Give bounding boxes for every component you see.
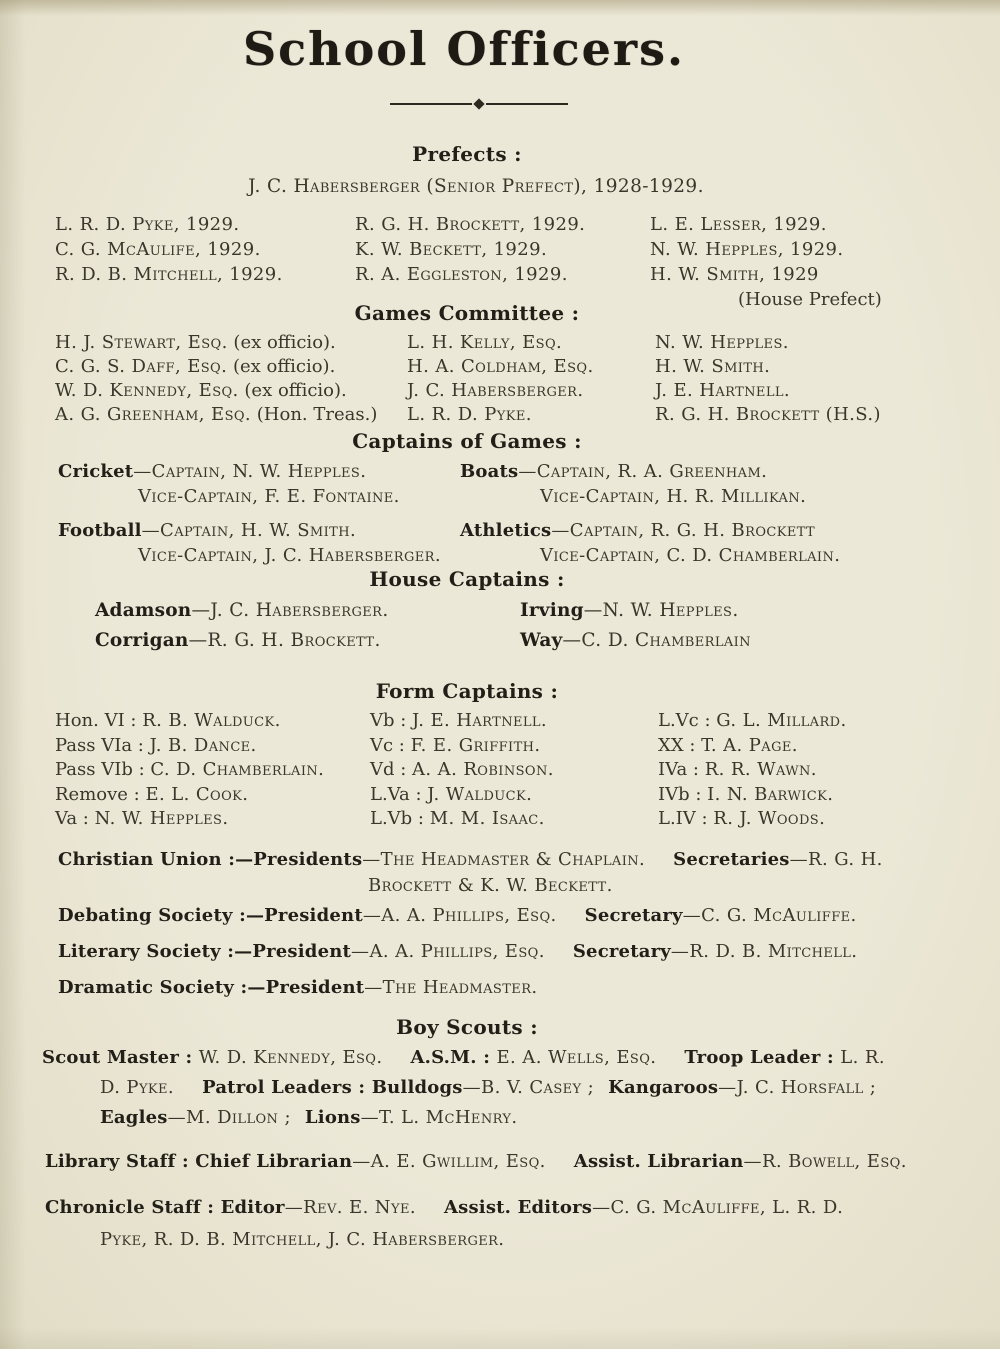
form-label: L.Va : xyxy=(370,783,428,805)
christian-union-line-2: Brockett & K. W. Beckett. xyxy=(368,875,613,896)
form-captains-column-3 xyxy=(658,709,958,832)
form-label: L.Vc : xyxy=(658,710,717,731)
christian-union-paragraph xyxy=(0,847,1000,899)
prefect-name: K. W. Beckett, 1929. xyxy=(355,239,548,260)
form-label: IVa : xyxy=(658,759,705,781)
member-note: (ex officio). xyxy=(227,332,336,353)
form-label: Vb : xyxy=(370,710,413,731)
member-name: C. G. S. Daff, Esq. xyxy=(55,356,228,377)
prefects-column-1 xyxy=(55,212,355,312)
patrol-label: Kangaroos xyxy=(608,1077,719,1098)
title-divider xyxy=(390,100,568,108)
captain-entry-boats xyxy=(460,459,940,509)
captain-entry-cricket xyxy=(58,459,460,509)
games-committee-column-3 xyxy=(655,331,955,427)
boy-scouts-line-1 xyxy=(0,1047,1000,1068)
chief-librarian-name: —A. E. Gwillim, Esq. xyxy=(352,1151,546,1172)
house-captain-name: —C. D. Chamberlain xyxy=(562,630,751,651)
patrol-leader-name: —J. C. Horsfall ; xyxy=(718,1077,877,1098)
form-label: Hon. VI : xyxy=(55,710,143,731)
troop-leader-label: Troop Leader : xyxy=(684,1047,841,1068)
form-label: Vc : xyxy=(370,734,411,756)
member-note: (Hon. Treas.) xyxy=(251,404,378,425)
boy-scouts-paragraph xyxy=(0,1047,1000,1128)
house-captain-entry xyxy=(95,626,520,656)
form-captains-column-1 xyxy=(55,709,370,832)
editor-name: —Rev. E. Nye. xyxy=(284,1197,416,1218)
form-captain-name: R. J. Woods. xyxy=(713,808,826,830)
form-captain-entry xyxy=(658,758,958,783)
member-name: H. J. Stewart, Esq. xyxy=(55,332,228,353)
sport-label: Football xyxy=(58,520,142,541)
games-committee-heading: Games Committee : xyxy=(354,301,580,325)
form-captain-entry xyxy=(658,807,958,832)
house-prefect-note: (House Prefect) xyxy=(738,289,882,310)
committee-member: N. W. Hepples. xyxy=(655,332,789,353)
scout-master-label: Scout Master : xyxy=(42,1047,199,1068)
troop-leader-name: L. R. xyxy=(840,1047,885,1068)
officer-names: —C. G. McAuliffe. xyxy=(682,905,857,926)
debating-society-paragraph xyxy=(0,903,1000,929)
form-label: Va : xyxy=(55,808,95,830)
prefects-heading: Prefects : xyxy=(412,142,522,166)
christian-union-line-1 xyxy=(58,847,1000,873)
house-captain-name: —R. G. H. Brockett. xyxy=(188,630,381,651)
senior-prefect-line: J. C. Habersberger (Senior Prefect), 1928-1929. xyxy=(248,176,704,197)
form-captain-entry xyxy=(55,758,370,783)
vice-captain-name: Vice-Captain, C. D. Chamberlain. xyxy=(540,545,841,566)
committee-member: J. E. Hartnell. xyxy=(655,380,791,401)
captain-name: —Captain, R. A. Greenham. xyxy=(518,461,768,482)
role-label: Secretaries xyxy=(673,849,790,870)
captain-name: —Captain, H. W. Smith. xyxy=(141,520,357,541)
vice-captain-name: Vice-Captain, H. R. Millikan. xyxy=(540,486,807,507)
boy-scouts-line-3 xyxy=(0,1107,1000,1128)
patrol-label: Lions xyxy=(304,1107,361,1128)
house-label: Irving xyxy=(520,600,584,621)
form-captain-name: J. B. Dance. xyxy=(149,734,257,756)
officer-names: —R. D. B. Mitchell. xyxy=(670,941,858,962)
captain-name: —Captain, N. W. Hepples. xyxy=(133,461,367,482)
house-label: Adamson xyxy=(95,600,192,621)
committee-member: H. W. Smith. xyxy=(655,356,771,377)
chronicle-staff-paragraph xyxy=(0,1195,1000,1253)
house-captain-name: —J. C. Habersberger. xyxy=(191,600,389,621)
committee-member xyxy=(55,331,407,355)
form-captain-name: R. R. Wawn. xyxy=(704,759,817,781)
form-captain-entry xyxy=(55,709,370,734)
role-label: President xyxy=(265,977,365,998)
page-title: School Officers. xyxy=(242,22,686,76)
officer-names: —R. G. H. xyxy=(789,849,883,870)
committee-member xyxy=(55,355,407,379)
role-label: Secretary xyxy=(572,941,671,962)
house-captains-column-right xyxy=(520,596,920,656)
role-label: Presidents xyxy=(253,849,363,870)
prefect-name: L. E. Lesser, 1929. xyxy=(650,214,827,235)
games-committee-list xyxy=(0,331,1000,427)
patrol-leader-name: —M. Dillon ; xyxy=(167,1107,291,1128)
committee-member: J. C. Habersberger. xyxy=(407,380,584,401)
editor-label: Editor xyxy=(220,1197,285,1218)
form-label: L.IV : xyxy=(658,808,714,830)
form-captain-name: R. B. Walduck. xyxy=(142,710,281,731)
form-captain-entry xyxy=(658,783,958,808)
form-label: Remove : xyxy=(55,783,146,805)
form-captain-entry xyxy=(370,734,658,759)
prefect-name: L. R. D. Pyke, 1929. xyxy=(55,214,240,235)
member-note: (ex officio). xyxy=(227,356,336,377)
member-name: W. D. Kennedy, Esq. xyxy=(55,380,239,401)
prefect-name: R. D. B. Mitchell, 1929. xyxy=(55,264,283,285)
form-captain-name: A. A. Robinson. xyxy=(412,759,554,781)
house-captain-entry xyxy=(95,596,520,626)
committee-member: L. H. Kelly, Esq. xyxy=(407,332,563,353)
patrol-label: Bulldogs xyxy=(371,1077,463,1098)
form-captains-column-2 xyxy=(370,709,658,832)
form-captain-entry xyxy=(55,783,370,808)
chronicle-staff-line-1 xyxy=(0,1195,1000,1221)
page-title-block xyxy=(0,22,1000,76)
house-captain-entry xyxy=(520,596,920,626)
captains-column-left xyxy=(58,459,460,577)
form-captains-heading: Form Captains : xyxy=(375,679,559,703)
form-captain-name: I. N. Barwick. xyxy=(707,783,834,805)
prefect-name: R. A. Eggleston, 1929. xyxy=(355,264,568,285)
society-label: Dramatic Society :— xyxy=(58,977,266,998)
house-captains-heading: House Captains : xyxy=(369,567,565,591)
committee-member xyxy=(55,379,407,403)
assist-editors-label: Assist. Editors xyxy=(443,1197,593,1218)
captain-name: —Captain, R. G. H. Brockett xyxy=(551,520,816,541)
role-label: President xyxy=(264,905,363,926)
prefects-column-2 xyxy=(355,212,650,312)
prefects-list xyxy=(0,212,1000,312)
captain-entry-football xyxy=(58,518,460,568)
patrol-label: Eagles xyxy=(100,1107,168,1128)
boy-scouts-heading: Boy Scouts : xyxy=(396,1015,538,1039)
committee-member: L. R. D. Pyke. xyxy=(407,404,532,425)
house-label: Way xyxy=(520,630,563,651)
society-label: Debating Society :— xyxy=(58,905,265,926)
captains-of-games-heading: Captains of Games : xyxy=(352,429,582,453)
library-staff-paragraph xyxy=(0,1149,1000,1175)
prefect-name: H. W. Smith, 1929 xyxy=(650,264,819,285)
asm-label: A.S.M. : xyxy=(410,1047,497,1068)
form-captain-name: T. A. Page. xyxy=(701,734,798,756)
house-captain-entry xyxy=(520,626,920,656)
asm-name: E. A. Wells, Esq. xyxy=(496,1047,657,1068)
society-label: Literary Society :— xyxy=(58,941,253,962)
member-name: A. G. Greenham, Esq. xyxy=(55,404,252,425)
form-captain-name: J. Walduck. xyxy=(427,783,533,805)
form-captain-name: M. M. Isaac. xyxy=(429,808,545,830)
form-label: IVb : xyxy=(658,783,708,805)
form-label: L.Vb : xyxy=(370,808,430,830)
form-label: Pass VIb : xyxy=(55,759,151,781)
prefects-column-3 xyxy=(650,212,995,312)
role-label: Secretary xyxy=(584,905,683,926)
sport-label: Athletics xyxy=(460,520,552,541)
assist-editors-names: —C. G. McAuliffe, L. R. D. xyxy=(592,1197,844,1218)
assist-librarian-label: Assist. Librarian xyxy=(573,1151,744,1172)
prefect-name: C. G. McAulife, 1929. xyxy=(55,239,261,260)
form-captain-name: E. L. Cook. xyxy=(145,783,249,805)
form-captain-name: G. L. Millard. xyxy=(716,710,847,731)
captains-column-right xyxy=(460,459,940,577)
divider-line-left xyxy=(390,103,472,105)
form-captain-entry xyxy=(370,807,658,832)
chronicle-staff-line-2: Pyke, R. D. B. Mitchell, J. C. Habersberger. xyxy=(100,1229,505,1250)
literary-society-paragraph xyxy=(0,939,1000,965)
form-captain-entry xyxy=(55,807,370,832)
vice-captain-name: Vice-Captain, J. C. Habersberger. xyxy=(138,545,441,566)
chief-librarian-label: Chief Librarian xyxy=(195,1151,353,1172)
prefect-name: R. G. H. Brockett, 1929. xyxy=(355,214,586,235)
role-label: President xyxy=(252,941,352,962)
captains-of-games-list xyxy=(0,459,1000,577)
form-label: Pass VIa : xyxy=(55,734,150,756)
committee-member: H. A. Coldham, Esq. xyxy=(407,356,594,377)
form-captain-entry xyxy=(658,734,958,759)
form-captain-entry xyxy=(370,709,658,734)
diamond-ornament-icon xyxy=(473,98,484,109)
officer-names: —A. A. Phillips, Esq. xyxy=(362,905,557,926)
sport-label: Boats xyxy=(460,461,519,482)
officer-names: —The Headmaster. xyxy=(364,977,538,998)
form-captain-name: N. W. Hepples. xyxy=(94,808,229,830)
form-label: XX : xyxy=(658,734,702,756)
dramatic-society-paragraph xyxy=(0,975,1000,1001)
vice-captain-name: Vice-Captain, F. E. Fontaine. xyxy=(138,486,400,507)
games-committee-column-1 xyxy=(55,331,407,427)
troop-leader-name-cont: D. Pyke. xyxy=(100,1077,175,1098)
form-captain-name: C. D. Chamberlain. xyxy=(150,759,325,781)
patrol-leader-name: —T. L. McHenry. xyxy=(360,1107,518,1128)
form-captain-entry xyxy=(658,709,958,734)
officer-names: —A. A. Phillips, Esq. xyxy=(351,941,545,962)
house-label: Corrigan xyxy=(95,630,189,651)
house-captains-list xyxy=(0,596,1000,656)
scout-master-name: W. D. Kennedy, Esq. xyxy=(198,1047,383,1068)
committee-member xyxy=(55,403,407,427)
form-captain-name: F. E. Griffith. xyxy=(410,734,541,756)
house-captain-name: —N. W. Hepples. xyxy=(583,600,739,621)
chronicle-staff-label: Chronicle Staff : xyxy=(45,1197,221,1218)
form-captain-entry xyxy=(55,734,370,759)
games-committee-column-2 xyxy=(407,331,655,427)
committee-member: R. G. H. Brockett (H.S.) xyxy=(655,404,881,425)
form-captain-name: J. E. Hartnell. xyxy=(412,710,548,731)
officer-names: —The Headmaster & Chaplain. xyxy=(362,849,646,870)
form-captain-entry xyxy=(370,758,658,783)
patrol-leaders-label: Patrol Leaders : xyxy=(202,1077,372,1098)
member-note: (ex officio). xyxy=(238,380,347,401)
house-captains-column-left xyxy=(95,596,520,656)
divider-line-right xyxy=(486,103,568,105)
form-captains-list xyxy=(0,709,1000,832)
boy-scouts-line-2 xyxy=(0,1077,1000,1098)
assist-librarian-name: —R. Bowell, Esq. xyxy=(743,1151,907,1172)
form-captain-entry xyxy=(370,783,658,808)
library-staff-label: Library Staff : xyxy=(45,1151,196,1172)
captain-entry-athletics xyxy=(460,518,940,568)
form-label: Vd : xyxy=(370,759,413,781)
society-label: Christian Union :— xyxy=(58,849,254,870)
sport-label: Cricket xyxy=(58,461,134,482)
prefect-name: N. W. Hepples, 1929. xyxy=(650,239,844,260)
patrol-leader-name: —B. V. Casey ; xyxy=(462,1077,595,1098)
